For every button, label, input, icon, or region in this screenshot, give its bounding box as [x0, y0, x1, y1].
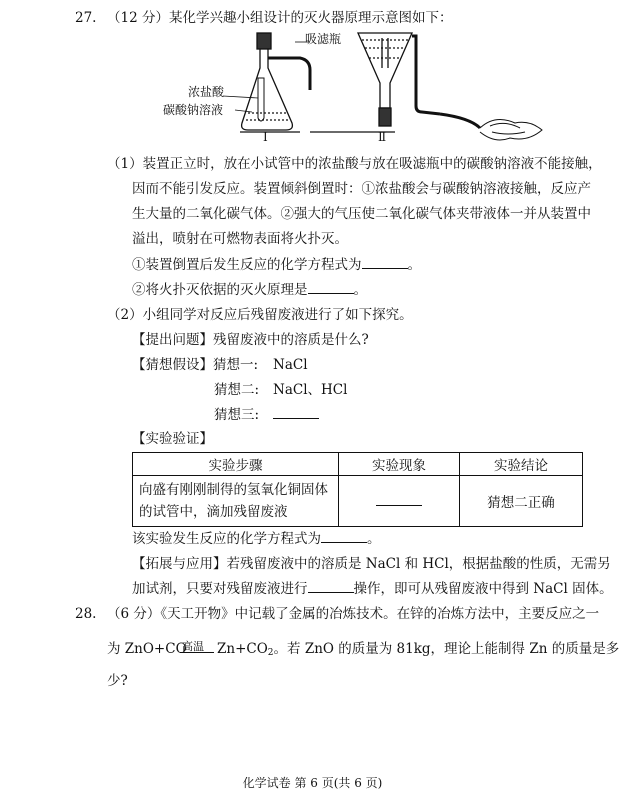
- hypo1-label: 猜想一:: [213, 357, 259, 373]
- q28-eq-right: [217, 640, 619, 662]
- step-line-2: 的试管中，滴加残留废液: [139, 504, 288, 520]
- ext-label: 【拓展与应用】: [132, 556, 227, 572]
- eq-tail: 。若 ZnO 的质量为 81kg，理论上能制得 Zn 的质量是多: [273, 641, 620, 657]
- p1-line-1: （1）装置正立时，放在小试管中的浓盐酸与放在吸滤瓶中的碳酸钠溶液不能接触，: [107, 156, 602, 172]
- p1-line-4: 溢出，喷射在可燃物表面将火扑灭。: [132, 231, 348, 247]
- table-header: 实验步骤: [133, 453, 339, 476]
- step-line-1: 向盛有刚刚制得的氢氧化铜固体: [139, 482, 328, 498]
- answer-blank[interactable]: [376, 493, 422, 506]
- apparatus-figure: [150, 28, 550, 148]
- reaction-condition: 高温: [182, 640, 204, 653]
- question-label: 【提出问题】: [132, 332, 213, 348]
- table-header: 实验现象: [339, 453, 460, 476]
- label-device-I: Ⅰ: [263, 130, 268, 144]
- eq-prefix: 该实验发生反应的化学方程式为: [132, 531, 321, 547]
- extension-line-2: [132, 580, 613, 598]
- answer-blank[interactable]: [273, 406, 319, 419]
- q27-number: 27.: [75, 10, 97, 26]
- ext-text-2-suffix: 操作，即可从残留废液中得到 NaCl 固体。: [353, 581, 613, 597]
- q27-intro: （12 分）某化学兴趣小组设计的灭火器原理示意图如下：: [107, 10, 453, 26]
- question-text: 残留废液中的溶质是什么?: [213, 332, 369, 348]
- p1-line-3: 生大量的二氧化碳气体。②强大的气压使二氧化碳气体夹带液体一并从装置中: [132, 206, 591, 222]
- hypo-line-1: [132, 356, 258, 374]
- p1-line-2: 因而不能引发反应。装置倾斜倒置时：①浓盐酸会与碳酸钠溶液接触，反应产: [132, 181, 591, 197]
- q28-eq-left: 为 ZnO+CO: [107, 641, 187, 657]
- eq-suffix: 。: [367, 531, 381, 547]
- verify-label: 【实验验证】: [132, 431, 213, 447]
- table-header: 实验结论: [460, 453, 583, 476]
- q28-line-3: 少?: [107, 673, 128, 689]
- p1-q2-prefix: ②将火扑灭依据的灭火原理是: [132, 282, 308, 298]
- answer-blank[interactable]: [308, 281, 354, 294]
- hypo2-label: 猜想二:: [214, 382, 260, 398]
- label-device-II: Ⅱ: [378, 130, 387, 144]
- q28-line-1: （6 分）《天工开物》中记载了金属的冶炼技术。在锌的冶炼方法中，主要反应之一: [107, 606, 600, 622]
- answer-blank[interactable]: [308, 580, 354, 593]
- p2-intro: （2）小组同学对反应后残留废液进行了如下探究。: [107, 307, 413, 323]
- label-acid: 浓盐酸: [188, 85, 225, 99]
- hypo1-value: NaCl: [273, 357, 308, 373]
- p1-q1-suffix: 。: [407, 257, 421, 273]
- p1-q1-prefix: ①装置倒置后发生反应的化学方程式为: [132, 257, 362, 273]
- eq-right-subscript: 2: [267, 648, 274, 658]
- reaction-arrow: [180, 652, 214, 653]
- equation-line: [132, 530, 381, 548]
- extension-line-1: [132, 555, 611, 573]
- p1-question-2: [132, 281, 367, 299]
- eq-right-text: Zn+CO: [217, 641, 268, 657]
- table-observation-cell: [339, 476, 460, 527]
- answer-blank[interactable]: [362, 256, 408, 269]
- answer-blank[interactable]: [321, 530, 367, 543]
- table-conclusion-cell: 猜想二正确: [460, 476, 583, 527]
- label-carbonate: 碳酸钠溶液: [163, 103, 224, 117]
- ext-text-2-prefix: 加试剂，只要对残留废液进行: [132, 581, 308, 597]
- q28-number: 28.: [75, 606, 97, 622]
- p1-q2-suffix: 。: [353, 282, 367, 298]
- hypo-label: 【猜想假设】: [132, 357, 213, 373]
- ext-text-1: 若残留废液中的溶质是 NaCl 和 HCl，根据盐酸的性质，无需另: [226, 556, 611, 572]
- label-flask: 吸滤瓶: [305, 32, 342, 46]
- table-step-cell: [133, 476, 339, 527]
- hypo2-value: NaCl、HCl: [273, 382, 348, 398]
- p1-question-1: [132, 256, 421, 274]
- page-footer: 化学试卷 第 6 页(共 6 页): [242, 776, 383, 790]
- experiment-table: [132, 452, 583, 527]
- question-line: [132, 331, 369, 349]
- hypo3-label: 猜想三:: [214, 407, 260, 423]
